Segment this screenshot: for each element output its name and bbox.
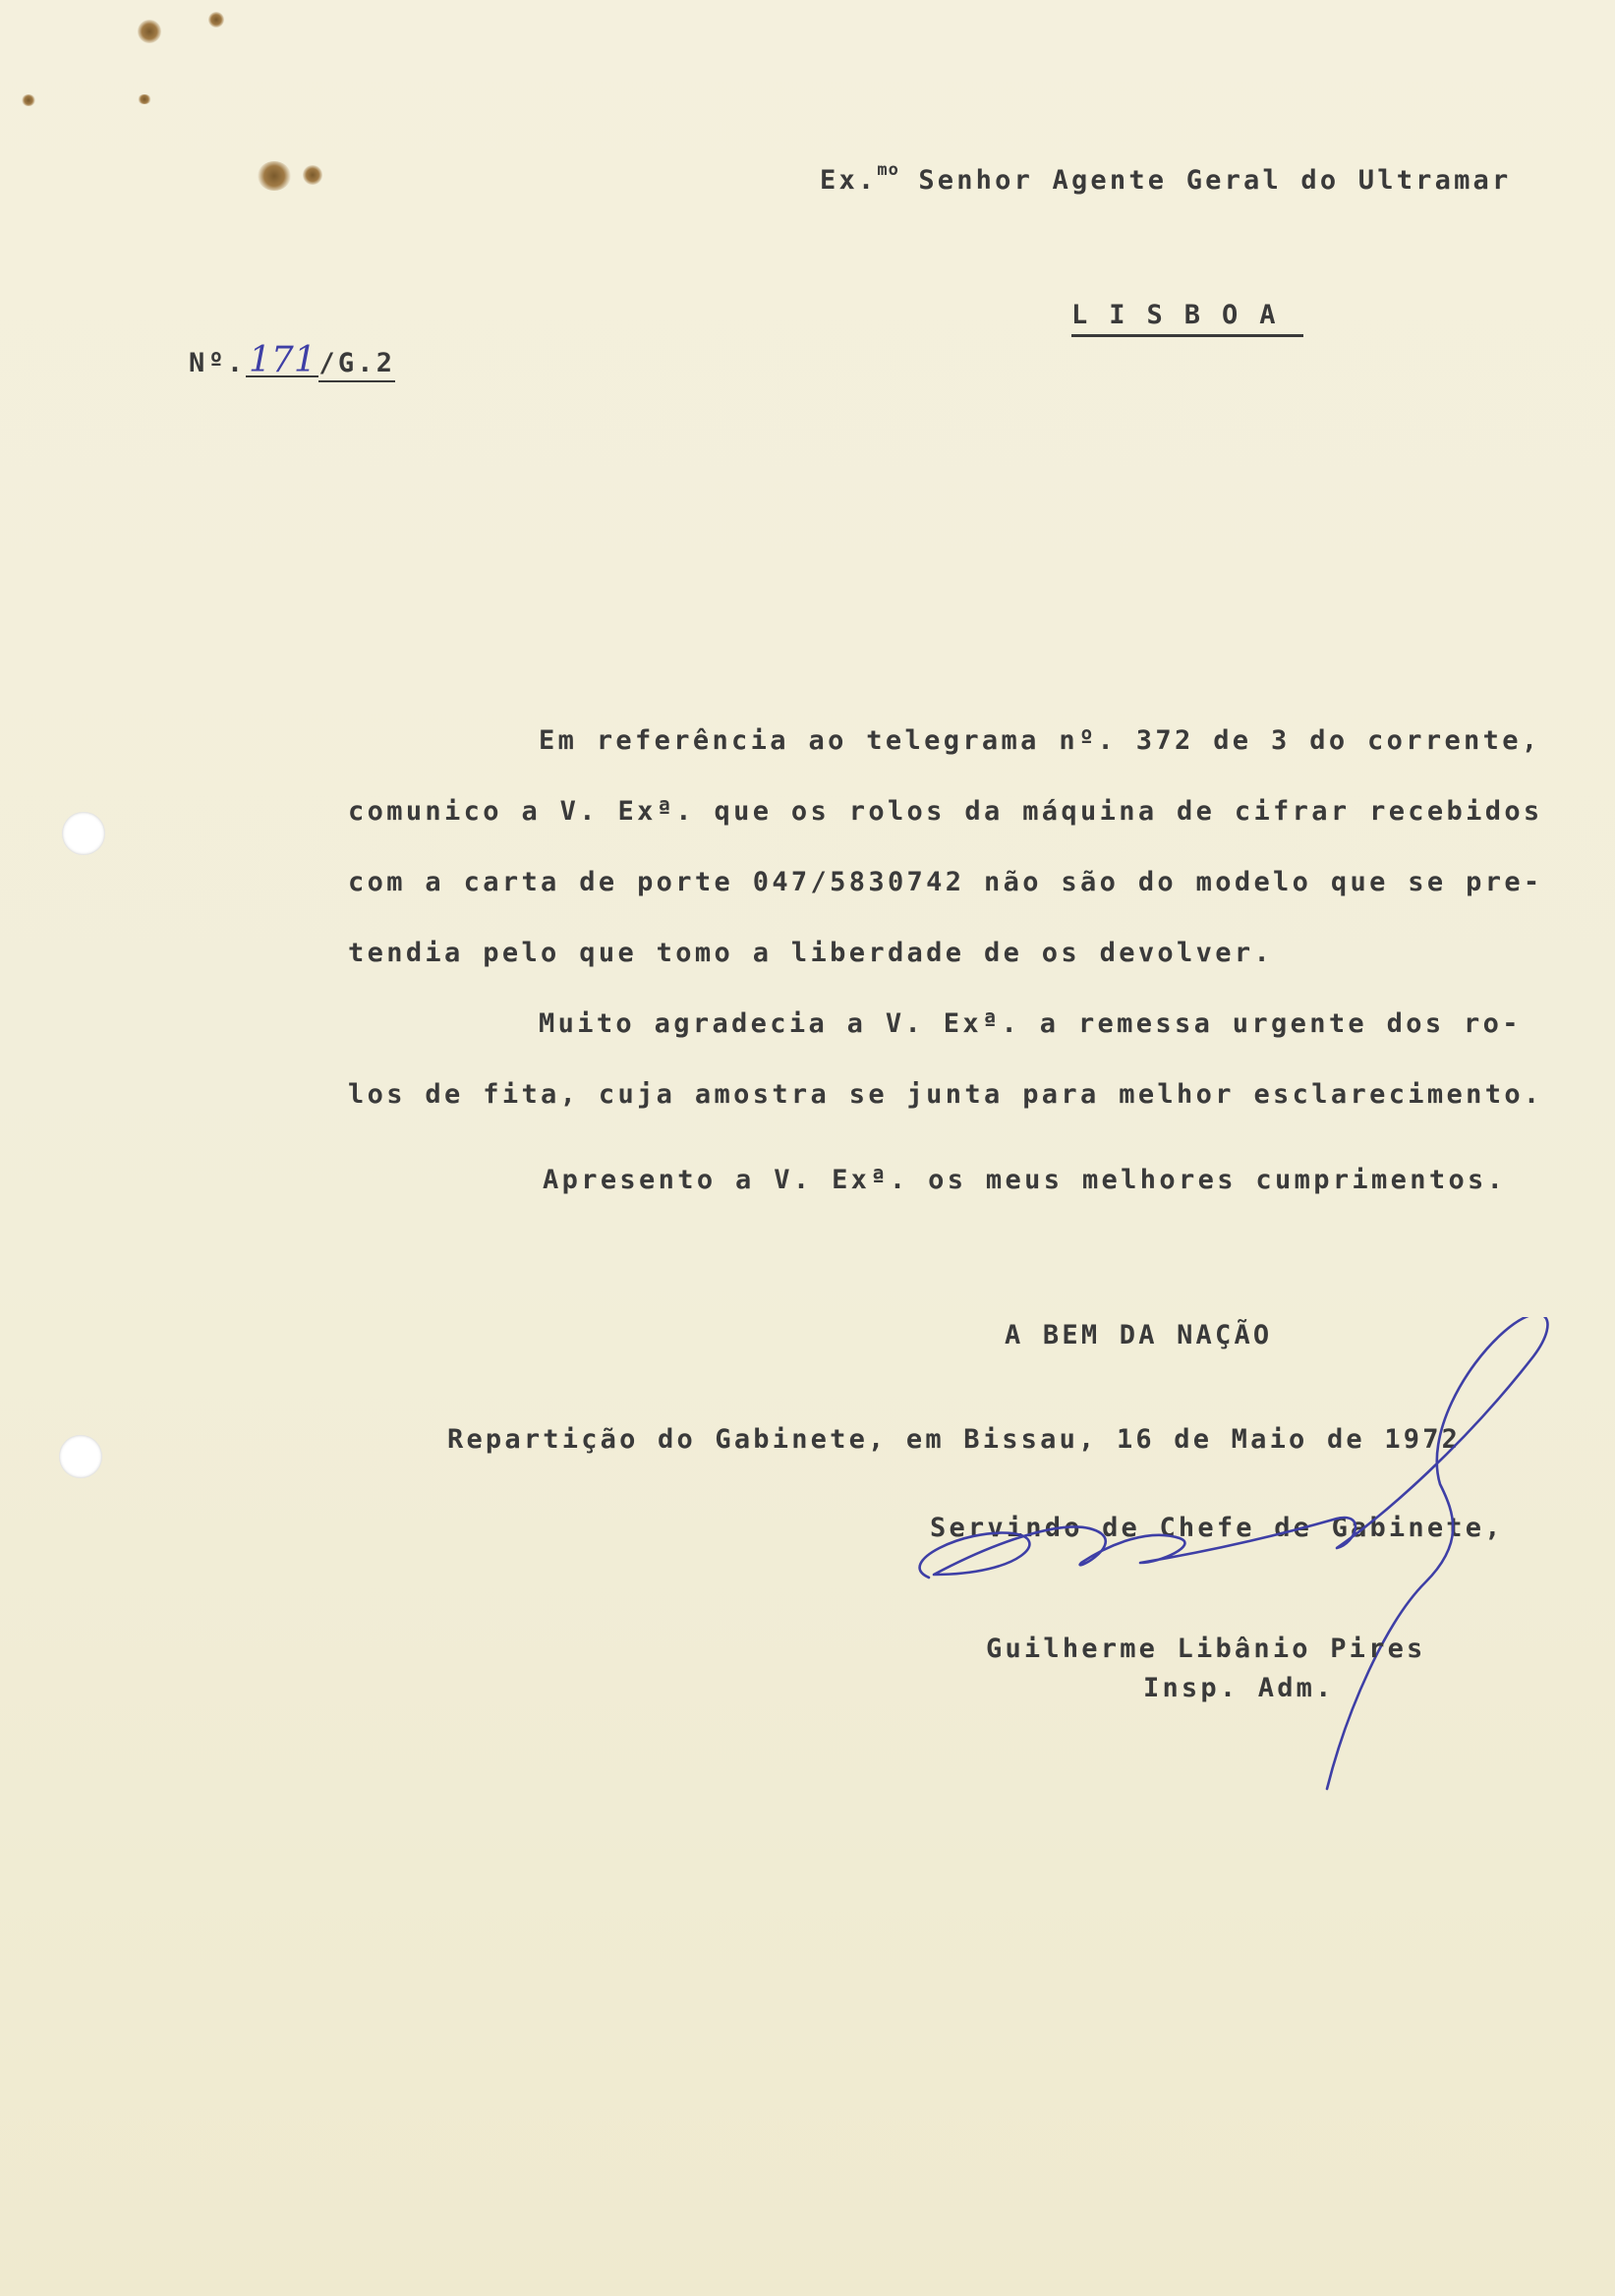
rust-stain: [22, 94, 35, 106]
reference-prefix: Nº.: [189, 348, 247, 378]
punch-hole: [62, 812, 105, 855]
reference-number: [189, 340, 396, 380]
rust-stain: [138, 94, 151, 104]
punch-hole: [59, 1435, 102, 1478]
body-line: los de fita, cuja amostra se junta para melhor esclarecimento.: [348, 1079, 1543, 1110]
reference-suffix: /G.2: [318, 348, 395, 382]
body-line: Em referência ao telegrama nº. 372 de 3 do corrente,: [539, 725, 1541, 756]
body-line: Muito agradecia a V. Exª. a remessa urgente dos ro-: [539, 1008, 1522, 1039]
addressee-prefix: Ex.: [820, 165, 878, 196]
body-line: tendia pelo que tomo a liberdade de os devolver.: [348, 938, 1274, 968]
body-line: com a carta de porte 047/5830742 não são do modelo que se pre-: [348, 867, 1543, 897]
city-heading: LISBOA: [1071, 300, 1303, 337]
body-line: Apresento a V. Exª. os meus melhores cumprimentos.: [543, 1165, 1507, 1195]
rust-stain: [208, 12, 224, 28]
reference-number-handwritten: 171: [246, 346, 318, 377]
rust-stain: [303, 165, 322, 185]
rust-stain: [258, 161, 291, 191]
signatory-office: Servindo de Chefe de Gabinete,: [930, 1513, 1504, 1543]
place-date-line: Repartição do Gabinete, em Bissau, 16 de Maio de 1972: [447, 1424, 1462, 1455]
body-line: comunico a V. Exª. que os rolos da máquina de cifrar recebidos: [348, 796, 1543, 827]
addressee-line: [820, 160, 1512, 196]
signer-name: Guilherme Libânio Pires: [986, 1634, 1426, 1664]
rust-stain: [138, 20, 161, 43]
addressee-rest: Senhor Agente Geral do Ultramar: [898, 165, 1512, 196]
addressee-superscript: mo: [877, 160, 899, 180]
closing-salutation: A BEM DA NAÇÃO: [1005, 1320, 1273, 1350]
handwritten-signature: [875, 1317, 1563, 1799]
signer-title: Insp. Adm.: [1143, 1673, 1335, 1703]
